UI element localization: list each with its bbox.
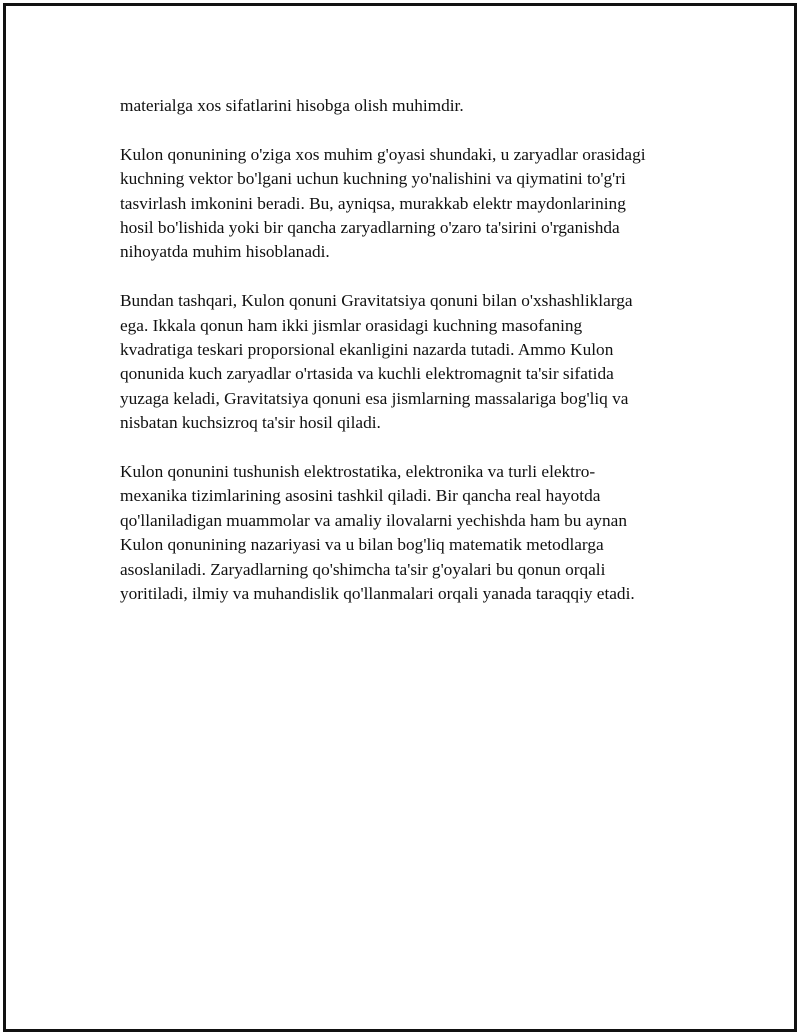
paragraph: Kulon qonunining o'ziga xos muhim g'oyasi shundaki, u zaryadlar orasidagi kuchning vektor bo'lgani uchun kuchning yo'nalishini va qiymatini to'g'ri tasvirlash imkonini beradi. Bu, ayniqsa, murakkab elektr maydonlarining hosil bo'lishida yoki bir qancha zaryadlarning o'zaro ta'sirini o'rganishda nihoyatda muhim hisoblanadi. bbox=[120, 144, 646, 262]
paragraph: Bundan tashqari, Kulon qonuni Gravitatsiya qonuni bilan o'xshashliklarga ega. Ikkala qonun ham ikki jismlar orasidagi kuchning masofaning kvadratiga teskari proporsional ekanligini nazarda tutadi. Ammo Kulon qonunida kuch zaryadlar o'rtasida va kuchli elektromagnit ta'sir sifatida yuzaga keladi, Gravitatsiya qonuni esa jismlarning massalariga bog'liq va nisbatan kuchsizroq ta'sir hosil qiladi. bbox=[120, 291, 633, 433]
paragraph: materialga xos sifatlarini hisobga olish muhimdir. bbox=[120, 96, 464, 115]
page-frame bbox=[3, 3, 797, 1032]
paragraph: Kulon qonunini tushunish elektrostatika, elektronika va turli elektro- mexanika tizimlarining asosini tashkil qiladi. Bir qancha real hayotda qo'llaniladigan muammolar va amaliy ilovalarni yechishda ham bu aynan Kulon qonunining nazariyasi va u bilan bog'liq matematik metodlarga asoslaniladi. Zaryadlarning qo'shimcha ta'sir g'oyalari bu qonun orqali yoritiladi, ilmiy va muhandislik qo'llanmalari orqali yanada taraqqiy etadi. bbox=[120, 462, 635, 604]
document-body bbox=[120, 94, 700, 631]
